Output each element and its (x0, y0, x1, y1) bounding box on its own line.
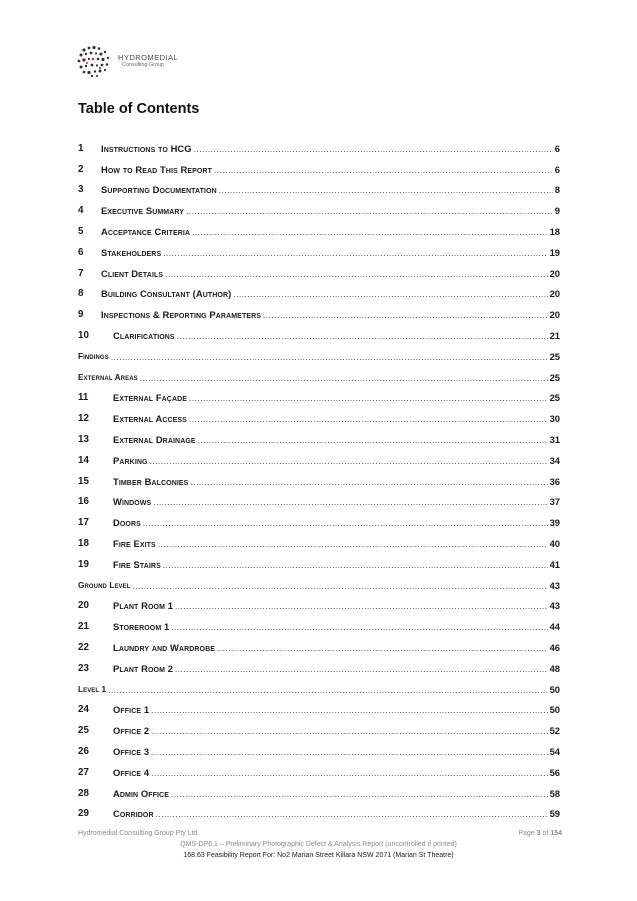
toc-entry-number: 20 (78, 600, 89, 612)
table-of-contents (78, 138, 560, 824)
toc-entry-label: Timber Balconies (113, 475, 189, 487)
toc-leader-dots (198, 436, 548, 445)
toc-entry-page: 44 (549, 621, 560, 633)
logo-subtitle: Consulting Group (122, 62, 164, 69)
toc-entry-page: 58 (549, 787, 560, 799)
toc-leader-dots (156, 810, 548, 819)
toc-entry[interactable] (78, 720, 560, 741)
toc-leader-dots (151, 706, 547, 715)
company-logo (76, 44, 178, 78)
toc-leader-dots (192, 228, 547, 237)
toc-entry-page: 20 (549, 267, 560, 279)
toc-leader-dots (165, 270, 547, 279)
toc-entry-page: 19 (549, 246, 560, 258)
toc-entry-number: 23 (78, 662, 89, 674)
toc-entry[interactable] (78, 512, 560, 533)
toc-entry-page: 54 (549, 746, 560, 757)
toc-leader-dots (214, 166, 553, 175)
toc-entry-label: Instructions to HCG (101, 142, 192, 154)
toc-entry[interactable] (78, 263, 560, 284)
toc-entry-page: 25 (549, 371, 560, 383)
toc-leader-dots (163, 561, 548, 570)
toc-entry-label: Doors (113, 517, 141, 529)
hydromedial-logo-icon (76, 44, 114, 78)
toc-entry-number: 10 (78, 330, 89, 342)
toc-entry-label: Building Consultant (Author) (101, 288, 232, 300)
toc-entry-label: Stakeholders (101, 246, 162, 258)
toc-entry-label: Executive Summary (101, 205, 185, 217)
toc-entry-label: Level 1 (78, 684, 107, 694)
toc-entry-label: How to Read This Report (101, 163, 212, 175)
toc-leader-dots (263, 311, 548, 320)
toc-entry-number: 6 (78, 246, 84, 258)
toc-entry-number: 24 (78, 704, 89, 716)
toc-entry[interactable] (78, 408, 560, 429)
toc-entry-label: Inspections & Reporting Parameters (101, 309, 262, 321)
toc-leader-dots (163, 249, 547, 258)
logo-name: HYDROMEDIAL (118, 52, 179, 62)
toc-entry[interactable] (78, 637, 560, 658)
toc-entry-number: 11 (78, 392, 89, 404)
toc-entry[interactable] (78, 450, 560, 471)
toc-entry-label: Ground Level (78, 580, 131, 590)
toc-entry-page: 48 (549, 662, 560, 674)
toc-entry[interactable] (78, 304, 560, 325)
toc-entry-page: 6 (554, 163, 560, 175)
toc-entry-label: Supporting Documentation (101, 184, 217, 196)
toc-entry-number: 19 (78, 558, 89, 570)
toc-leader-dots (177, 332, 548, 341)
toc-entry-page: 6 (554, 142, 560, 154)
toc-leader-dots (111, 353, 548, 362)
toc-entry-number: 28 (78, 787, 89, 799)
toc-entry-label: Fire Exits (113, 538, 156, 550)
toc-entry-label: Office 1 (113, 704, 150, 716)
toc-entry-page: 9 (554, 205, 560, 217)
toc-entry-label: Office 3 (113, 746, 150, 757)
toc-entry[interactable] (78, 741, 560, 762)
toc-leader-dots (186, 207, 553, 216)
toc-entry-page: 50 (549, 683, 560, 695)
toc-entry-number: 26 (78, 746, 89, 757)
toc-entry-number: 7 (78, 267, 84, 279)
toc-entry[interactable] (78, 679, 560, 700)
toc-entry-number: 9 (78, 309, 84, 321)
toc-entry-number: 12 (78, 413, 89, 425)
toc-entry-page: 18 (549, 226, 560, 238)
toc-entry[interactable] (78, 596, 560, 617)
toc-entry[interactable] (78, 284, 560, 305)
toc-leader-dots (171, 623, 547, 632)
toc-entry[interactable] (78, 180, 560, 201)
toc-entry-number: 1 (78, 142, 84, 154)
toc-entry-page: 8 (554, 184, 560, 196)
toc-entry-page: 30 (549, 413, 560, 425)
toc-entry-number: 14 (78, 454, 89, 466)
toc-entry[interactable] (78, 159, 560, 180)
toc-entry-page: 25 (549, 392, 560, 404)
toc-entry[interactable] (78, 658, 560, 679)
toc-leader-dots (150, 457, 548, 466)
toc-entry[interactable] (78, 138, 560, 159)
toc-entry-number: 5 (78, 226, 84, 238)
toc-entry[interactable] (78, 221, 560, 242)
toc-entry-number: 4 (78, 205, 84, 217)
toc-entry-number: 17 (78, 517, 89, 529)
toc-entry[interactable] (78, 429, 560, 450)
toc-entry[interactable] (78, 533, 560, 554)
toc-entry-number: 27 (78, 766, 89, 778)
toc-entry-page: 37 (549, 496, 560, 508)
footer-report-line: 168.63 Feasibility Report For: No2 Marian Street Killara NSW 2071 (Marian St Theatre) (183, 852, 454, 859)
footer-doc-ref: QMS-DP6.1 – Preliminary Photographic Defect & Analysis Report (uncontrolled if printed) (180, 841, 457, 848)
toc-entry[interactable] (78, 616, 560, 637)
toc-entry[interactable] (78, 575, 560, 596)
toc-entry-label: Office 2 (113, 725, 150, 737)
toc-entry-page: 20 (549, 288, 560, 300)
toc-entry[interactable] (78, 554, 560, 575)
toc-entry[interactable] (78, 367, 560, 388)
toc-entry-label: Fire Stairs (113, 558, 161, 570)
toc-entry-label: Clarifications (113, 330, 175, 342)
toc-leader-dots (194, 145, 553, 154)
toc-leader-dots (108, 686, 547, 695)
toc-leader-dots (158, 540, 548, 549)
toc-entry-label: External Areas (78, 372, 138, 382)
toc-entry-number: 16 (78, 496, 89, 508)
toc-entry-page: 52 (549, 725, 560, 737)
toc-entry-page: 36 (549, 475, 560, 487)
toc-entry-page: 34 (549, 454, 560, 466)
toc-entry-label: Storeroom 1 (113, 621, 170, 633)
toc-entry-page: 25 (549, 350, 560, 362)
toc-entry-label: Laundry and Wardrobe (113, 642, 216, 654)
toc-entry-number: 22 (78, 642, 89, 654)
toc-entry-label: Windows (113, 496, 152, 508)
toc-entry-number: 29 (78, 808, 89, 820)
toc-entry-page: 39 (549, 517, 560, 529)
toc-entry-number: 21 (78, 621, 89, 633)
toc-leader-dots (151, 748, 547, 757)
toc-entry[interactable] (78, 783, 560, 804)
toc-entry[interactable] (78, 200, 560, 221)
toc-entry[interactable] (78, 762, 560, 783)
toc-entry-page: 20 (549, 309, 560, 321)
toc-leader-dots (189, 415, 548, 424)
toc-entry-page: 31 (549, 434, 560, 446)
toc-entry[interactable] (78, 471, 560, 492)
toc-entry[interactable] (78, 804, 560, 825)
toc-entry-number: 13 (78, 434, 89, 446)
toc-entry[interactable] (78, 242, 560, 263)
toc-leader-dots (153, 498, 547, 507)
toc-entry-label: Plant Room 1 (113, 600, 174, 612)
toc-entry-page: 46 (549, 642, 560, 654)
toc-leader-dots (140, 374, 548, 383)
toc-entry-number: 2 (78, 163, 84, 175)
toc-leader-dots (190, 478, 547, 487)
toc-entry-label: Parking (113, 454, 148, 466)
toc-entry-label: Corridor (113, 808, 154, 820)
toc-entry-page: 43 (549, 600, 560, 612)
toc-entry-number: 18 (78, 538, 89, 550)
toc-entry-page: 21 (549, 330, 560, 342)
toc-leader-dots (143, 519, 548, 528)
toc-entry[interactable] (78, 388, 560, 409)
footer-page-number: Page 3 of 154 (518, 830, 562, 837)
toc-leader-dots (151, 769, 547, 778)
toc-entry-label: External Drainage (113, 434, 196, 446)
toc-entry[interactable] (78, 700, 560, 721)
toc-entry-number: 25 (78, 725, 89, 737)
toc-leader-dots (189, 394, 548, 403)
toc-entry[interactable] (78, 492, 560, 513)
toc-entry-page: 43 (549, 579, 560, 591)
toc-leader-dots (175, 602, 548, 611)
toc-entry-label: Findings (78, 351, 109, 361)
toc-entry-label: Plant Room 2 (113, 662, 174, 674)
toc-leader-dots (233, 290, 547, 299)
toc-entry-page: 40 (549, 538, 560, 550)
toc-entry-page: 56 (549, 766, 560, 778)
toc-entry-number: 8 (78, 288, 84, 300)
toc-leader-dots (217, 644, 548, 653)
toc-entry-label: Office 4 (113, 766, 150, 778)
toc-entry-label: Client Details (101, 267, 164, 279)
toc-entry-label: Admin Office (113, 787, 169, 799)
toc-entry-label: Acceptance Criteria (101, 226, 191, 238)
toc-entry-number: 3 (78, 184, 84, 196)
toc-entry-page: 59 (549, 808, 560, 820)
toc-entry-label: External Façade (113, 392, 188, 404)
toc-entry-page: 50 (549, 704, 560, 716)
toc-entry[interactable] (78, 325, 560, 346)
toc-entry-page: 41 (549, 558, 560, 570)
toc-entry-number: 15 (78, 475, 89, 487)
page-title: Table of Contents (78, 101, 200, 117)
toc-entry-label: External Access (113, 413, 187, 425)
toc-leader-dots (175, 665, 548, 674)
toc-leader-dots (151, 727, 547, 736)
toc-leader-dots (219, 186, 553, 195)
toc-entry[interactable] (78, 346, 560, 367)
toc-leader-dots (133, 582, 548, 591)
toc-leader-dots (171, 790, 548, 799)
footer-company: Hydromedial Consulting Group Pty Ltd (78, 830, 198, 837)
